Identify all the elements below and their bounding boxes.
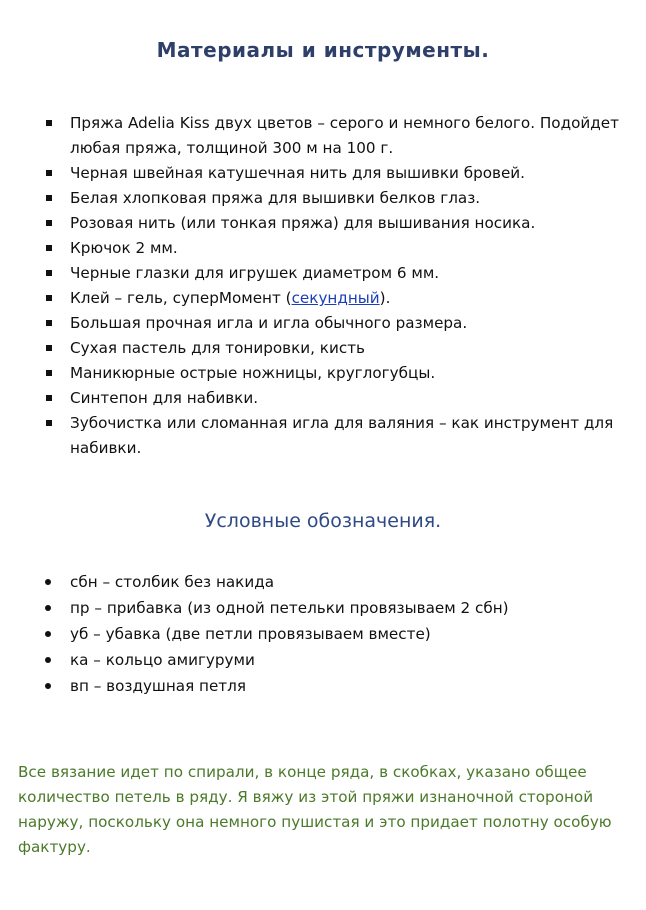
round-bullet-icon [45,631,51,637]
list-item [46,111,631,161]
list-item-text: Крючок 2 мм. [70,239,178,257]
list-item-text: Белая хлопковая пряжа для вышивки белков глаз. [70,189,481,207]
legend-item-text: пр – прибавка (из одной петельки провязываем 2 сбн) [70,599,509,617]
list-item-text: Синтепон для набивки. [70,389,259,407]
list-item-text: Маникюрные острые ножницы, круглогубцы. [70,364,436,382]
square-bullet-icon [46,395,52,401]
square-bullet-icon [46,195,52,201]
list-item-text-before-link: Клей – гель, суперМомент ( [70,289,292,307]
square-bullet-icon [46,295,52,301]
legend-heading: Условные обозначения. [204,510,442,532]
list-item-text: Черные глазки для игрушек диаметром 6 мм. [70,264,440,282]
legend-item [44,647,604,673]
list-item [46,211,631,236]
legend-item [44,673,604,699]
legend-list [44,569,604,699]
legend-item-text: вп – воздушная петля [70,677,246,695]
round-bullet-icon [45,657,51,663]
square-bullet-icon [46,120,52,126]
round-bullet-icon [45,605,51,611]
knitting-note: Все вязание идет по спирали, в конце ряда, в скобках, указано общее количество петель в ряду. Я вяжу из этой пряжи изнаночной стороной наружу, поскольку она немного пушистая и это придает полотну особую фактуру. [18,763,612,856]
list-item [46,361,631,386]
list-item [46,161,631,186]
list-item-text: Сухая пастель для тонировки, кисть [70,339,365,357]
materials-heading: Материалы и инструменты. [156,38,490,62]
legend-item [44,621,604,647]
materials-list [46,111,631,461]
list-item [46,286,631,311]
square-bullet-icon [46,220,52,226]
list-item [46,386,631,411]
list-item [46,236,631,261]
list-item [46,261,631,286]
list-item-text: Розовая нить (или тонкая пряжа) для вышивания носика. [70,214,536,232]
square-bullet-icon [46,370,52,376]
square-bullet-icon [46,320,52,326]
list-item [46,336,631,361]
list-item-text: Черная швейная катушечная нить для вышивки бровей. [70,164,526,182]
square-bullet-icon [46,345,52,351]
list-item [46,186,631,211]
glue-link[interactable]: секундный [291,289,380,307]
round-bullet-icon [45,683,51,689]
round-bullet-icon [45,579,51,585]
list-item [46,411,631,461]
legend-item-text: сбн – столбик без накида [70,573,275,591]
list-item-text: Пряжа Adelia Kiss двух цветов – серого и немного белого. Подойдет любая пряжа, толщиной 300 м на 100 г. [70,114,619,157]
legend-item-text: уб – убавка (две петли провязываем вместе) [70,625,431,643]
list-item-text-after-link: ). [379,289,391,307]
legend-item-text: ка – кольцо амигуруми [70,651,255,669]
square-bullet-icon [46,270,52,276]
list-item-text: Большая прочная игла и игла обычного размера. [70,314,468,332]
list-item-text: Зубочистка или сломанная игла для валяния – как инструмент для набивки. [70,414,614,457]
square-bullet-icon [46,420,52,426]
square-bullet-icon [46,170,52,176]
legend-item [44,595,604,621]
list-item [46,311,631,336]
square-bullet-icon [46,245,52,251]
legend-item [44,569,604,595]
